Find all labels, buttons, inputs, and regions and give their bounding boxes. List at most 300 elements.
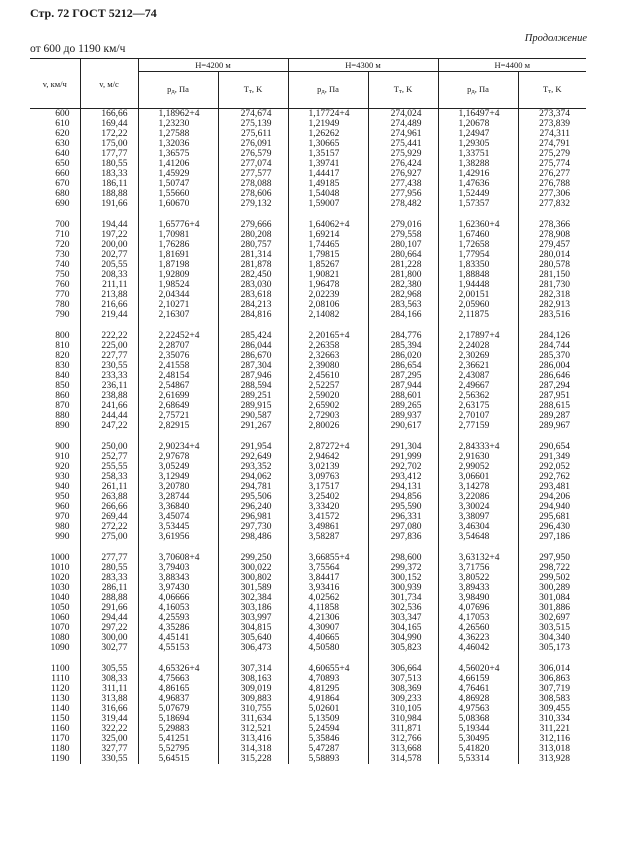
table-row	[30, 754, 586, 764]
cell-p1: 1,32036	[138, 139, 218, 149]
cell-p2: 5,24594	[288, 724, 368, 734]
table-row	[30, 250, 586, 260]
cell-ms: 330,55	[80, 754, 138, 764]
cell-ms: 175,00	[80, 139, 138, 149]
cell-kmh: 620	[55, 129, 70, 139]
table-row	[30, 593, 586, 603]
cell-t2: 312,766	[368, 734, 438, 744]
table-row	[30, 139, 586, 149]
cell-t1: 309,019	[218, 684, 288, 694]
cell-p1: 1,65776+4	[138, 220, 218, 230]
cell-p3: 3,46304	[438, 522, 518, 532]
cell-p2: 3,84417	[288, 573, 368, 583]
cell-p1: 4,25593	[138, 613, 218, 623]
cell-ms: 283,33	[80, 573, 138, 583]
cell-t2: 274,489	[368, 119, 438, 129]
cell-p1: 4,96837	[138, 694, 218, 704]
cell-ms: 305,55	[80, 664, 138, 674]
cell-kmh: 1070	[50, 623, 70, 633]
cell-t3: 310,334	[518, 714, 586, 724]
cell-ms: 261,11	[80, 482, 138, 492]
cell-p2: 4,02562	[288, 593, 368, 603]
cell-t3: 274,791	[518, 139, 586, 149]
cell-t1: 275,139	[218, 119, 288, 129]
cell-t1: 306,473	[218, 643, 288, 653]
table-row	[30, 734, 586, 744]
cell-p1: 3,53445	[138, 522, 218, 532]
cell-t1: 311,634	[218, 714, 288, 724]
cell-ms: 286,11	[80, 583, 138, 593]
cell-p1: 3,28744	[138, 492, 218, 502]
col-header-pressure: pд, Па	[288, 72, 368, 109]
table-row	[30, 270, 586, 280]
cell-p3: 3,14278	[438, 482, 518, 492]
cell-p2: 2,32663	[288, 351, 368, 361]
cell-kmh: 930	[55, 472, 70, 482]
cell-p1: 1,27588	[138, 129, 218, 139]
cell-t1: 299,250	[218, 553, 288, 563]
cell-ms: 191,66	[80, 199, 138, 209]
cell-p1: 1,70981	[138, 230, 218, 240]
cell-t1: 279,132	[218, 199, 288, 209]
cell-t1: 302,384	[218, 593, 288, 603]
cell-kmh: 780	[55, 300, 70, 310]
cell-p3: 1,57357	[438, 199, 518, 209]
table-row	[30, 482, 586, 492]
cell-p2: 3,66855+4	[288, 553, 368, 563]
table-row	[30, 260, 586, 270]
cell-kmh: 1030	[50, 583, 70, 593]
cell-kmh: 830	[55, 361, 70, 371]
cell-t3: 302,697	[518, 613, 586, 623]
cell-ms: 166,66	[80, 109, 138, 120]
cell-kmh: 1080	[50, 633, 70, 643]
cell-ms: 319,44	[80, 714, 138, 724]
cell-ms: 300,00	[80, 633, 138, 643]
cell-t2: 301,734	[368, 593, 438, 603]
cell-t2: 278,482	[368, 199, 438, 209]
cell-p1: 2,54867	[138, 381, 218, 391]
table-row	[30, 694, 586, 704]
cell-p3: 2,30269	[438, 351, 518, 361]
cell-t3: 286,004	[518, 361, 586, 371]
cell-p1: 1,50747	[138, 179, 218, 189]
cell-t1: 291,267	[218, 421, 288, 431]
cell-kmh: 1190	[50, 754, 70, 764]
cell-p3: 1,38288	[438, 159, 518, 169]
cell-p3: 5,19344	[438, 724, 518, 734]
cell-ms: 205,55	[80, 260, 138, 270]
cell-p3: 4,66159	[438, 674, 518, 684]
cell-p2: 3,75564	[288, 563, 368, 573]
cell-kmh: 700	[55, 220, 70, 230]
cell-t1: 283,030	[218, 280, 288, 290]
cell-p3: 2,91630	[438, 452, 518, 462]
cell-t2: 293,412	[368, 472, 438, 482]
cell-kmh: 990	[55, 532, 70, 542]
cell-kmh: 1010	[50, 563, 70, 573]
cell-ms: 194,44	[80, 220, 138, 230]
cell-p1: 3,20780	[138, 482, 218, 492]
cell-ms: 327,77	[80, 744, 138, 754]
cell-kmh: 610	[55, 119, 70, 129]
cell-ms: 316,66	[80, 704, 138, 714]
cell-kmh: 790	[55, 310, 70, 320]
cell-t3: 292,762	[518, 472, 586, 482]
cell-ms: 202,77	[80, 250, 138, 260]
cell-p1: 5,29883	[138, 724, 218, 734]
cell-p3: 4,86928	[438, 694, 518, 704]
cell-t3: 299,502	[518, 573, 586, 583]
cell-kmh: 840	[55, 371, 70, 381]
table-row	[30, 492, 586, 502]
cell-p3: 2,56362	[438, 391, 518, 401]
cell-t1: 284,213	[218, 300, 288, 310]
cell-p3: 2,84333+4	[438, 442, 518, 452]
cell-t3: 312,116	[518, 734, 586, 744]
cell-p1: 1,98524	[138, 280, 218, 290]
cell-p2: 1,44417	[288, 169, 368, 179]
cell-t2: 308,369	[368, 684, 438, 694]
cell-p3: 1,83350	[438, 260, 518, 270]
cell-p2: 3,93416	[288, 583, 368, 593]
cell-ms: 272,22	[80, 522, 138, 532]
cell-t1: 289,251	[218, 391, 288, 401]
cell-ms: 291,66	[80, 603, 138, 613]
table-row	[30, 442, 586, 452]
cell-p2: 1,64062+4	[288, 220, 368, 230]
cell-p3: 1,42916	[438, 169, 518, 179]
cell-t1: 293,352	[218, 462, 288, 472]
table-row	[30, 109, 586, 120]
cell-ms: 225,00	[80, 341, 138, 351]
cell-p2: 2,02239	[288, 290, 368, 300]
cell-p3: 5,30495	[438, 734, 518, 744]
table-row	[30, 472, 586, 482]
cell-t3: 291,349	[518, 452, 586, 462]
cell-p1: 4,16053	[138, 603, 218, 613]
cell-p1: 5,64515	[138, 754, 218, 764]
cell-t3: 303,515	[518, 623, 586, 633]
cell-t3: 278,366	[518, 220, 586, 230]
table-row	[30, 724, 586, 734]
cell-t1: 307,314	[218, 664, 288, 674]
cell-p1: 4,45141	[138, 633, 218, 643]
cell-t2: 274,024	[368, 109, 438, 120]
cell-t3: 307,719	[518, 684, 586, 694]
cell-ms: 172,22	[80, 129, 138, 139]
cell-t3: 289,287	[518, 411, 586, 421]
cell-kmh: 640	[55, 149, 70, 159]
cell-p3: 1,62360+4	[438, 220, 518, 230]
cell-t3: 305,173	[518, 643, 586, 653]
cell-t3: 275,279	[518, 149, 586, 159]
cell-t1: 283,618	[218, 290, 288, 300]
cell-t3: 288,615	[518, 401, 586, 411]
cell-p1: 2,48154	[138, 371, 218, 381]
table-row	[30, 220, 586, 230]
data-table	[30, 58, 586, 764]
cell-t2: 284,166	[368, 310, 438, 320]
cell-p3: 5,08368	[438, 714, 518, 724]
cell-t1: 310,755	[218, 704, 288, 714]
table-row	[30, 553, 586, 563]
cell-p2: 2,94642	[288, 452, 368, 462]
cell-t3: 296,430	[518, 522, 586, 532]
cell-t2: 274,961	[368, 129, 438, 139]
cell-t2: 279,558	[368, 230, 438, 240]
table-row	[30, 684, 586, 694]
cell-p3: 2,70107	[438, 411, 518, 421]
cell-p3: 1,67460	[438, 230, 518, 240]
cell-t3: 313,018	[518, 744, 586, 754]
table-row	[30, 310, 586, 320]
cell-t3: 277,306	[518, 189, 586, 199]
cell-t2: 289,937	[368, 411, 438, 421]
cell-p3: 2,00151	[438, 290, 518, 300]
cell-t1: 284,816	[218, 310, 288, 320]
cell-t3: 287,294	[518, 381, 586, 391]
cell-t3: 309,455	[518, 704, 586, 714]
cell-kmh: 910	[55, 452, 70, 462]
cell-p3: 4,46042	[438, 643, 518, 653]
cell-t1: 315,228	[218, 754, 288, 764]
cell-p1: 2,10271	[138, 300, 218, 310]
cell-p2: 2,39080	[288, 361, 368, 371]
col-header-v-kmh: v, км/ч	[30, 59, 80, 109]
cell-kmh: 970	[55, 512, 70, 522]
speed-range-label: от 600 до 1190 км/ч	[30, 43, 126, 55]
cell-t1: 276,091	[218, 139, 288, 149]
cell-t3: 281,150	[518, 270, 586, 280]
cell-kmh: 1020	[50, 573, 70, 583]
cell-t1: 296,240	[218, 502, 288, 512]
cell-t1: 281,314	[218, 250, 288, 260]
col-header-altitude-3: H=4400 м	[438, 59, 586, 72]
cell-ms: 222,22	[80, 331, 138, 341]
cell-p3: 2,17897+4	[438, 331, 518, 341]
cell-ms: 213,88	[80, 290, 138, 300]
col-header-altitude-1: H=4200 м	[138, 59, 288, 72]
cell-t2: 298,600	[368, 553, 438, 563]
cell-t1: 287,946	[218, 371, 288, 381]
cell-t2: 313,668	[368, 744, 438, 754]
cell-t1: 279,666	[218, 220, 288, 230]
cell-t2: 310,984	[368, 714, 438, 724]
group-spacer	[30, 542, 586, 553]
cell-t3: 275,774	[518, 159, 586, 169]
cell-t2: 282,380	[368, 280, 438, 290]
cell-t3: 297,950	[518, 553, 586, 563]
cell-t3: 287,951	[518, 391, 586, 401]
cell-ms: 252,77	[80, 452, 138, 462]
cell-p1: 1,18962+4	[138, 109, 218, 120]
cell-t3: 300,289	[518, 583, 586, 593]
cell-ms: 313,88	[80, 694, 138, 704]
cell-p1: 5,41251	[138, 734, 218, 744]
table-row	[30, 331, 586, 341]
table-row	[30, 623, 586, 633]
cell-kmh: 1130	[50, 694, 70, 704]
cell-p2: 2,26358	[288, 341, 368, 351]
cell-kmh: 660	[55, 169, 70, 179]
cell-p3: 2,77159	[438, 421, 518, 431]
cell-t3: 293,481	[518, 482, 586, 492]
cell-p1: 1,60670	[138, 199, 218, 209]
cell-ms: 280,55	[80, 563, 138, 573]
cell-p3: 4,76461	[438, 684, 518, 694]
cell-p2: 2,59020	[288, 391, 368, 401]
cell-p3: 3,80522	[438, 573, 518, 583]
cell-t3: 281,730	[518, 280, 586, 290]
cell-ms: 238,88	[80, 391, 138, 401]
cell-p1: 3,70608+4	[138, 553, 218, 563]
cell-p2: 2,14082	[288, 310, 368, 320]
table-row	[30, 179, 586, 189]
cell-p1: 3,97430	[138, 583, 218, 593]
cell-ms: 294,44	[80, 613, 138, 623]
cell-kmh: 710	[55, 230, 70, 240]
cell-t1: 303,997	[218, 613, 288, 623]
cell-p1: 5,18694	[138, 714, 218, 724]
cell-t1: 274,674	[218, 109, 288, 120]
cell-t1: 298,486	[218, 532, 288, 542]
cell-kmh: 870	[55, 401, 70, 411]
cell-p1: 4,75663	[138, 674, 218, 684]
cell-p2: 5,58893	[288, 754, 368, 764]
col-header-altitude-2: H=4300 м	[288, 59, 438, 72]
col-header-temperature: Tт, K	[368, 72, 438, 109]
cell-ms: 244,44	[80, 411, 138, 421]
cell-t2: 297,080	[368, 522, 438, 532]
cell-ms: 322,22	[80, 724, 138, 734]
cell-t2: 304,165	[368, 623, 438, 633]
cell-t1: 286,670	[218, 351, 288, 361]
cell-p1: 2,97678	[138, 452, 218, 462]
cell-ms: 219,44	[80, 310, 138, 320]
cell-t2: 282,968	[368, 290, 438, 300]
cell-ms: 266,66	[80, 502, 138, 512]
cell-kmh: 720	[55, 240, 70, 250]
group-spacer	[30, 431, 586, 442]
cell-t3: 283,516	[518, 310, 586, 320]
cell-t1: 313,416	[218, 734, 288, 744]
cell-ms: 263,88	[80, 492, 138, 502]
cell-t2: 306,664	[368, 664, 438, 674]
cell-kmh: 1180	[50, 744, 70, 754]
cell-p1: 1,36575	[138, 149, 218, 159]
cell-p3: 1,47636	[438, 179, 518, 189]
cell-t1: 292,649	[218, 452, 288, 462]
cell-t1: 301,589	[218, 583, 288, 593]
cell-p2: 1,85267	[288, 260, 368, 270]
cell-p2: 3,02139	[288, 462, 368, 472]
cell-t3: 301,084	[518, 593, 586, 603]
cell-ms: 275,00	[80, 532, 138, 542]
cell-t2: 291,304	[368, 442, 438, 452]
cell-p3: 2,43087	[438, 371, 518, 381]
cell-t2: 299,372	[368, 563, 438, 573]
cell-t2: 287,295	[368, 371, 438, 381]
table-row	[30, 643, 586, 653]
cell-t1: 290,587	[218, 411, 288, 421]
cell-p1: 3,61956	[138, 532, 218, 542]
cell-p2: 3,09763	[288, 472, 368, 482]
cell-ms: 183,33	[80, 169, 138, 179]
cell-kmh: 1100	[50, 664, 70, 674]
cell-t1: 300,022	[218, 563, 288, 573]
cell-p2: 4,60655+4	[288, 664, 368, 674]
cell-ms: 241,66	[80, 401, 138, 411]
cell-p2: 1,35157	[288, 149, 368, 159]
cell-kmh: 800	[55, 331, 70, 341]
cell-t3: 301,886	[518, 603, 586, 613]
col-header-v-ms: v, м/с	[80, 59, 138, 109]
cell-kmh: 1170	[50, 734, 70, 744]
cell-kmh: 810	[55, 341, 70, 351]
cell-t2: 279,016	[368, 220, 438, 230]
cell-t2: 276,424	[368, 159, 438, 169]
cell-p1: 5,52795	[138, 744, 218, 754]
cell-ms: 169,44	[80, 119, 138, 129]
table-row	[30, 452, 586, 462]
cell-ms: 288,88	[80, 593, 138, 603]
cell-kmh: 960	[55, 502, 70, 512]
cell-t2: 287,944	[368, 381, 438, 391]
cell-t3: 313,928	[518, 754, 586, 764]
table-row	[30, 714, 586, 724]
table-row	[30, 189, 586, 199]
cell-p2: 5,35846	[288, 734, 368, 744]
cell-p1: 2,82915	[138, 421, 218, 431]
cell-p2: 2,80026	[288, 421, 368, 431]
table-row	[30, 119, 586, 129]
table-row	[30, 583, 586, 593]
cell-t2: 275,441	[368, 139, 438, 149]
cell-p3: 4,07696	[438, 603, 518, 613]
cell-t1: 300,802	[218, 573, 288, 583]
cell-p2: 1,17724+4	[288, 109, 368, 120]
cell-t1: 289,915	[218, 401, 288, 411]
table-row	[30, 522, 586, 532]
cell-t3: 286,646	[518, 371, 586, 381]
table-row	[30, 401, 586, 411]
cell-t2: 292,702	[368, 462, 438, 472]
cell-ms: 230,55	[80, 361, 138, 371]
cell-kmh: 860	[55, 391, 70, 401]
cell-p3: 1,29305	[438, 139, 518, 149]
cell-t2: 285,394	[368, 341, 438, 351]
cell-t1: 294,062	[218, 472, 288, 482]
cell-p3: 2,24028	[438, 341, 518, 351]
cell-t2: 290,617	[368, 421, 438, 431]
cell-t3: 280,578	[518, 260, 586, 270]
cell-p3: 2,99052	[438, 462, 518, 472]
cell-p2: 3,17517	[288, 482, 368, 492]
table-row	[30, 664, 586, 674]
table-row	[30, 512, 586, 522]
cell-t1: 288,594	[218, 381, 288, 391]
cell-t1: 277,074	[218, 159, 288, 169]
table-row	[30, 532, 586, 542]
cell-p2: 3,33420	[288, 502, 368, 512]
cell-t3: 282,913	[518, 300, 586, 310]
cell-ms: 188,88	[80, 189, 138, 199]
cell-t3: 276,788	[518, 179, 586, 189]
cell-p2: 2,52257	[288, 381, 368, 391]
cell-p1: 1,81691	[138, 250, 218, 260]
table-row	[30, 633, 586, 643]
